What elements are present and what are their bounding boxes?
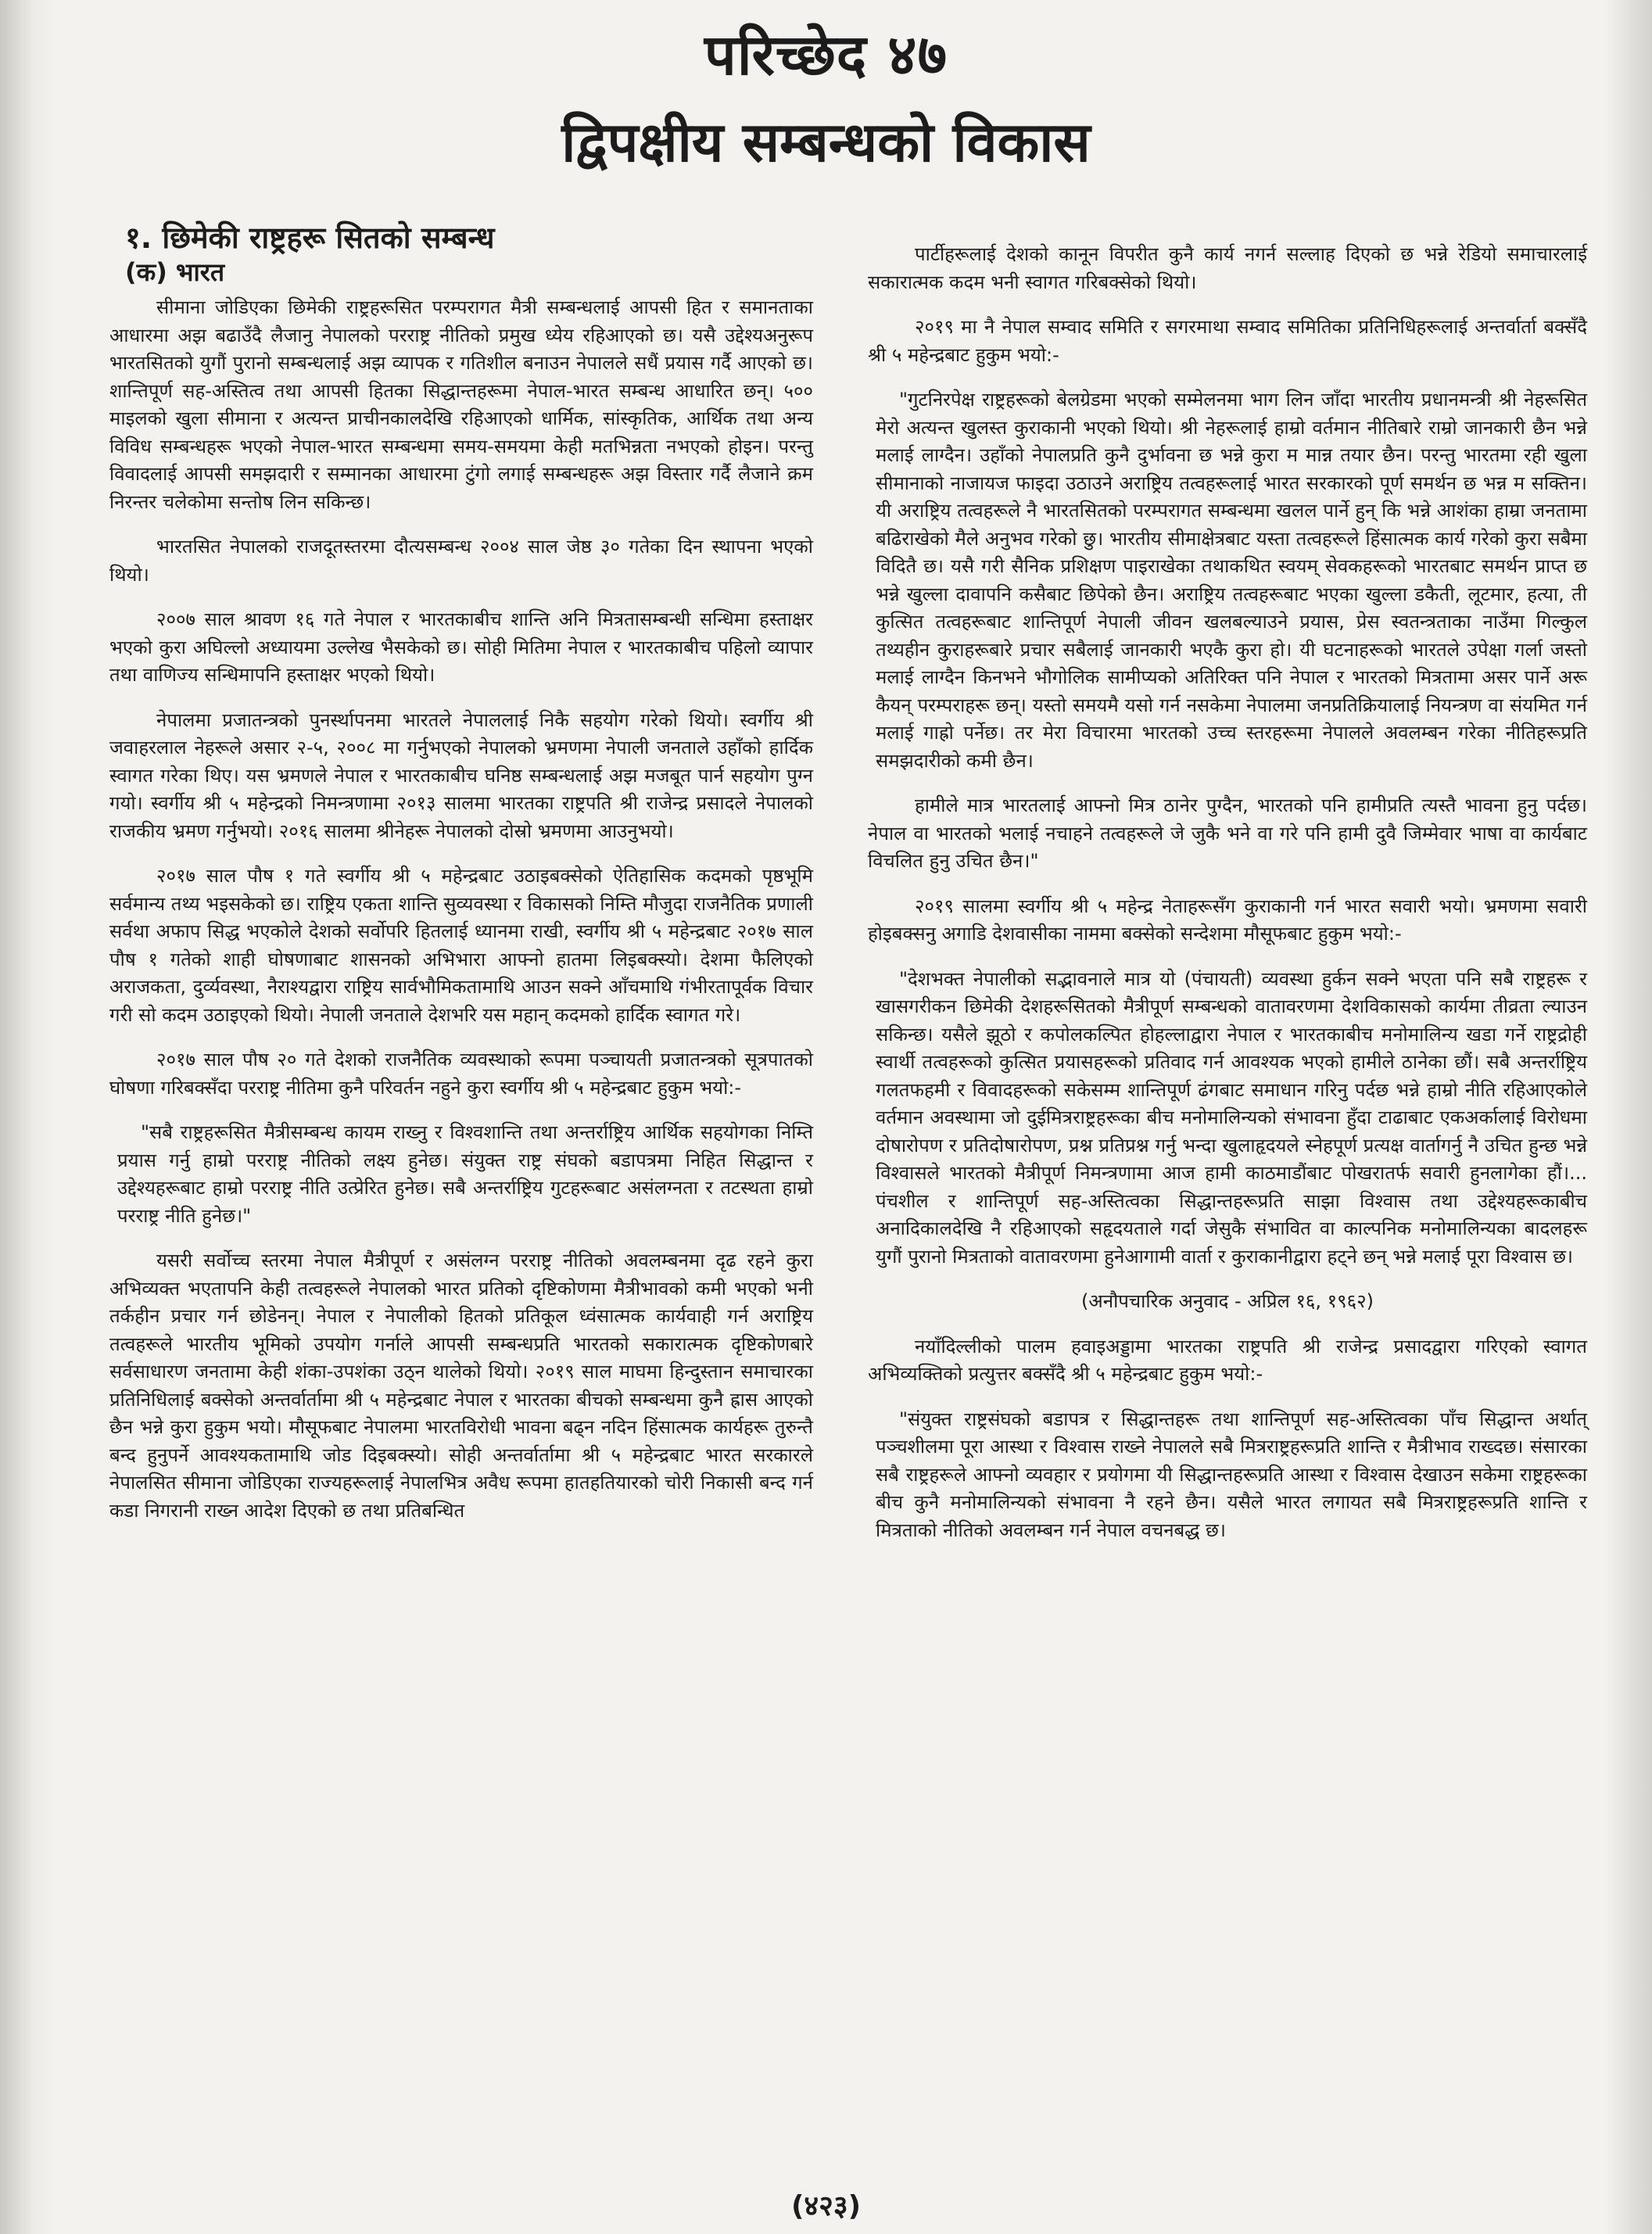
sub-heading: (क) भारत — [125, 257, 225, 287]
chapter-number: परिच्छेद ४७ — [704, 22, 948, 88]
paragraph: २०१९ मा नै नेपाल सम्वाद समिति र सगरमाथा सम्वाद समितिका प्रतिनिधिहरूलाई अन्तर्वार्ता बक्सँदै श्री ५ महेन्द्रबाट हुकुम भयो:- — [868, 316, 1587, 366]
page-edge-shadow-left — [0, 0, 55, 2234]
paragraph: २०१७ साल पौष २० गते देशको राजनैतिक व्यवस्थाको रूपमा पञ्चायती प्रजातन्त्रको सूत्रपातको घोषणा गरिबक्सँदा परराष्ट्र नीतिमा कुनै परिवर्तन नहुने कुरा स्वर्गीय श्री ५ महेन्द्रबाट हुकुम भयो:- — [109, 1049, 813, 1099]
paragraph: २०१९ सालमा स्वर्गीय श्री ५ महेन्द्र नेताहरूसँग कुराकानी गर्न भारत सवारी भयो। भ्रमणमा सवारी होइबक्सनु अगाडि देशवासीका नाममा बक्सेको सन्देशमा मौसूफबाट हुकुम भयो:- — [868, 895, 1587, 945]
paragraph: २००७ साल श्रावण १६ गते नेपाल र भारतकाबीच शान्ति अनि मित्रतासम्बन्धी सन्धिमा हस्ताक्षर भएको कुरा अघिल्लो अध्यायमा उल्लेख भैसकेको छ। सोही मितिमा नेपाल र भारतकाबीच पहिलो व्यापार तथा वाणिज्य सन्धिमापनि हस्ताक्षर भएको थियो। — [109, 608, 813, 686]
paragraph: यसरी सर्वोच्च स्तरमा नेपाल मैत्रीपूर्ण र असंलग्न परराष्ट्र नीतिको अवलम्बनमा दृढ रहने कुरा अभिव्यक्त भएतापनि केही तत्वहरूले नेपालको भारत प्रतिको दृष्टिकोणमा मैत्रीभावको कमी भएको भनी तर्कहीन प्रचार गर्न छोडेनन्। नेपाल र नेपालीको हितको प्रतिकूल ध्वंसात्मक कार्यवाही गर्न अराष्ट्रिय तत्वहरूले भारतीय भूमिको उपयोग गर्नाले आपसी सम्बन्धप्रति भारतको सकारात्मक दृष्टिकोणबारे सर्वसाधारण जनतामा केही शंका-उपशंका उठ्न थालेको थियो। २०१९ साल माघमा हिन्दुस्तान समाचारका प्रतिनिधिलाई बक्सेको अन्तर्वार्तामा श्री ५ महेन्द्रबाट नेपाल र भारतका बीचको सम्बन्धमा कुनै ह्रास आएको छैन भन्ने कुरा हुकुम भयो। मौसूफबाट नेपालमा भारतविरोधी भावना बढ्न नदिन हिंसात्मक कार्यहरू तुरुन्तै बन्द हुनुपर्ने आवश्यकतामाथि जोड दिइबक्स्यो। सोही अन्तर्वार्तामा श्री ५ महेन्द्रबाट भारत सरकारले नेपालसित सीमाना जोडिएका राज्यहरूलाई नेपालभित्र अवैध रूपमा हातहतियारको चोरी निकासी बन्द गर्न कडा निगरानी राख्न आदेश दिएको छ तथा प्रतिबन्धित — [109, 1250, 813, 1522]
quote-block: "देशभक्त नेपालीको सद्भावनाले मात्र यो (पंचायती) व्यवस्था हुर्कन सक्ने भएता पनि सबै राष्ट्रहरू र खासगरीकन छिमेकी देशहरूसितको मैत्रीपूर्ण सम्बन्धको वातावरणमा देशविकासको कार्यमा तीव्रता ल्याउन सकिन्छ। यसैले झूठो र कपोलकल्पित होहल्लाद्वारा नेपाल र भारतकाबीच मनोमालिन्य खडा गर्ने राष्ट्रद्रोही स्वार्थी तत्वहरूको कुत्सित प्रयासहरूको प्रतिवाद गर्न आवश्यक भएको हामीले ठानेका छौं। सबै अन्तर्राष्ट्रिय गलतफहमी र विवादहरूको सकेसम्म शान्तिपूर्ण ढंगबाट समाधान गरिनु पर्दछ भन्ने हाम्रो नीति रहिआएकोले वर्तमान अवस्थामा जो दुईमित्रराष्ट्रहरूका बीच मनोमालिन्यको संभावना हुँदा टाढाबाट एकअर्कालाई विरोधमा दोषारोपण र प्रतिदोषारोपण, प्रश्न प्रतिप्रश्न गर्नु भन्दा खुलाहृदयले स्नेहपूर्ण प्रत्यक्ष वार्तागर्नु नै उचित हुन्छ भन्ने विश्वासले भारतको मैत्रीपूर्ण निमन्त्रणामा आज हामी काठमाडौंबाट पोखरातर्फ सवारी हुनलागेका हौं।... पंचशील र शान्तिपूर्ण सह-अस्तित्वका सिद्धान्तहरूप्रति साझा विश्वास तथा उद्देश्यहरूकाबीच अनादिकालदेखि नै रहिआएको सहृदयताले गर्दा जेसुकै संभावित वा काल्पनिक मनोमालिन्यका बादलहरू युगौं पुरानो मित्रताको वातावरणमा हुनेआगामी वार्ता र कुराकानीद्वारा हट्ने छन् भन्ने मलाई पूरा विश्वास छ। — [876, 967, 1587, 1268]
translation-note: (अनौपचारिक अनुवाद - अप्रिल १६, १९६२) — [1081, 1290, 1374, 1312]
page-edge-shadow-right — [1605, 0, 1652, 2234]
paragraph: हामीले मात्र भारतलाई आफ्नो मित्र ठानेर पुग्दैन, भारतको पनि हामीप्रति त्यस्तै भावना हुनु पर्दछ। नेपाल वा भारतको भलाई नचाहने तत्वहरूले जे जुकै भने वा गरे पनि हामी दुवै जिम्मेवार भाषा वा कार्यबाट विचलित हुनु उचित छैन।" — [868, 794, 1587, 872]
left-column — [109, 211, 813, 1542]
page-number: (४२३) — [790, 2190, 862, 2222]
section-heading: १. छिमेकी राष्ट्रहरू सितको सम्बन्ध — [125, 221, 495, 255]
paragraph: भारतसित नेपालको राजदूतस्तरमा दौत्यसम्बन्ध २००४ साल जेष्ठ ३० गतेका दिन स्थापना भएको थियो। — [109, 536, 813, 586]
paragraph: २०१७ साल पौष १ गते स्वर्गीय श्री ५ महेन्द्रबाट उठाइबक्सेको ऐतिहासिक कदमको पृष्ठभूमि सर्वमान्य तथ्य भइसकेको छ। राष्ट्रिय एकता शान्ति सुव्यवस्था र विकासको निम्ति मौजुदा राजनैतिक प्रणाली सर्वथा अफाप सिद्ध भएकोले देशको सर्वोपरि हितलाई ध्यानमा राखी, स्वर्गीय श्री ५ महेन्द्रबाट २०१७ साल पौष १ गतेको शाही घोषणाबाट शासनको अभिभारा आफ्नो हातमा लिइबक्स्यो। देशमा फैलिएको अराजकता, दुर्व्यवस्था, नैराश्यद्वारा राष्ट्रिय सार्वभौमिकतामाथि आउन सक्ने आँचमाथि गंभीरतापूर्वक विचार गरी सो कदम उठाइएको थियो। नेपाली जनताले देशभरि यस महान् कदमको हार्दिक स्वागत गरे। — [109, 865, 813, 1026]
quote-block: "संयुक्त राष्ट्रसंघको बडापत्र र सिद्धान्तहरू तथा शान्तिपूर्ण सह-अस्तित्वका पाँच सिद्धान्त अर्थात् पञ्चशीलमा पूरा आस्था र विश्वास राख्ने नेपालले सबै मित्रराष्ट्रहरूप्रति शान्ति र मैत्रीभाव राख्दछ। संसारका सबै राष्ट्रहरूले आफ्नो व्यवहार र प्रयोगमा यी सिद्धान्तहरूप्रति आस्था र विश्वास देखाउन सकेमा राष्ट्रहरूका बीच कुनै मनोमालिन्यको संभावना नै रहने छैन। यसैले भारत लगायत सबै मित्रराष्ट्रहरूप्रति शान्ति र मित्रताको नीतिको अवलम्बन गर्न नेपाल वचनबद्ध छ। — [876, 1407, 1587, 1541]
paragraph: नेपालमा प्रजातन्त्रको पुनर्स्थापनमा भारतले नेपाललाई निकै सहयोग गरेको थियो। स्वर्गीय श्री जवाहरलाल नेहरूले असार २-५, २००८ मा गर्नुभएको नेपालको भ्रमणमा नेपाली जनताले उहाँको हार्दिक स्वागत गरेका थिए। यस भ्रमणले नेपाल र भारतकाबीच घनिष्ठ सम्बन्धलाई अझ मजबूत पार्न सहयोग पुग्न गयो। स्वर्गीय श्री ५ महेन्द्रको निमन्त्रणामा २०१३ सालमा भारतका राष्ट्रपति श्री राजेन्द्र प्रसादले नेपालको राजकीय भ्रमण गर्नुभयो। २०१६ सालमा श्रीनेहरू नेपालको दोस्रो भ्रमणमा आउनुभयो। — [109, 708, 813, 842]
quote-block: "सबै राष्ट्रहरूसित मैत्रीसम्बन्ध कायम राख्नु र विश्वशान्ति तथा अन्तर्राष्ट्रिय आर्थिक सहयोगका निम्ति प्रयास गर्नु हाम्रो परराष्ट्र नीतिको लक्ष्य हुनेछ। संयुक्त राष्ट्र संघको बडापत्रमा निहित सिद्धान्त र उद्देश्यहरूबाट हाम्रो परराष्ट्र नीति उत्प्रेरित हुनेछ। सबै अन्तर्राष्ट्रिय गुटहरूबाट असंलग्नता र तटस्थता हाम्रो परराष्ट्र नीति हुनेछ।" — [117, 1121, 813, 1227]
paragraph: सीमाना जोडिएका छिमेकी राष्ट्रहरूसित परम्परागत मैत्री सम्बन्धलाई आपसी हित र समानताका आधारमा अझ बढाउँदै लैजानु नेपालको परराष्ट्र नीतिको प्रमुख ध्येय रहिआएको छ। यसै उद्देश्यअनुरूप भारतसितको युगौं पुरानो सम्बन्धलाई अझ व्यापक र गतिशील बनाउन नेपालले सधैं प्रयास गर्दै आएको छ। शान्तिपूर्ण सह-अस्तित्व तथा आपसी हितका सिद्धान्तहरूमा नेपाल-भारत सम्बन्ध आधारित छन्। ५०० माइलको खुला सीमाना र अत्यन्त प्राचीनकालदेखि रहिआएको धार्मिक, सांस्कृतिक, आर्थिक तथा अन्य विविध सम्बन्धहरू भएको नेपाल-भारत सम्बन्धमा समय-समयमा केही मतभिन्नता नभएको होइन। परन्तु विवादलाई आपसी समझदारी र सम्मानका आधारमा टुंगो लगाई सम्बन्धहरू अझ विस्तार गर्दै लैजाने क्रम निरन्तर चलेकोमा सन्तोष लिन सकिन्छ। — [109, 296, 813, 513]
right-column — [868, 241, 1587, 1562]
paragraph: पार्टीहरूलाई देशको कानून विपरीत कुनै कार्य नगर्न सल्लाह दिएको छ भन्ने रेडियो समाचारलाई सकारात्मक कदम भनी स्वागत गरिबक्सेको थियो। — [868, 243, 1587, 293]
quote-block: "गुटनिरपेक्ष राष्ट्रहरूको बेलग्रेडमा भएको सम्मेलनमा भाग लिन जाँदा भारतीय प्रधानमन्त्री श्री नेहरूसित मेरो अत्यन्त खुलस्त कुराकानी भएको थियो। श्री नेहरूलाई हाम्रो वर्तमान नीतिबारे राम्रो जानकारी छैन भन्ने मलाई लाग्दैन। उहाँको नेपालप्रति कुनै दुर्भावना छ भन्ने कुरा म मान्न तयार छैन। परन्तु भारतमा रही खुला सीमानाको नाजायज फाइदा उठाउने अराष्ट्रिय तत्वहरूलाई भारत सरकारको पूर्ण समर्थन छ भन्न म सक्तिन। यी अराष्ट्रिय तत्वहरूले नै भारतसितको परम्परागत सम्बन्धमा खलल पार्ने हुन् कि भन्ने आशंका हाम्रा जनतामा बढिराखेको मैले अनुभव गरेको छु। भारतीय सीमाक्षेत्रबाट यस्ता तत्वहरूले हिंसात्मक कार्य गरेको कुरा सबैमा विदितै छ। यसै गरी सैनिक प्रशिक्षण पाइराखेका तथाकथित स्वयम् सेवकहरूको भारतबाट समर्थन प्राप्त छ भन्ने खुल्ला दावापनि कसैबाट छिपेको छैन। अराष्ट्रिय तत्वहरूबाट भएका खुल्ला डकैती, लूटमार, हत्या, ती कुत्सित तत्वहरूबाट शान्तिपूर्ण नेपाली जीवन खलबल्याउने प्रयास, प्रेस स्वतन्त्रताका नाउँमा गिल्कुल तथ्यहीन कुराहरूबारे प्रचार सबैलाई जानकारी भएकै कुरा हो। यी घटनाहरूको भारतले उपेक्षा गर्ला जस्तो मलाई लाग्दैन किनभने भौगोलिक सामीप्यको अतिरिक्त पनि नेपाल र भारतको मित्रतामा असर पार्ने अरू कैयन् परम्पराहरू छन्। यस्तो समयमै यसो गर्न नसकेमा नेपालमा जनप्रतिक्रियालाई नियन्त्रण वा संयमित गर्न मलाई गाह्रो पर्नेछ। तर मेरा विचारमा भारतको उच्च स्तरहरूमा नेपालले अवलम्बन गरेका नीतिहरूप्रति समझदारीको कमी छैन। — [876, 389, 1587, 772]
chapter-title: द्विपक्षीय सम्बन्धको विकास — [561, 110, 1091, 174]
paragraph: नयाँदिल्लीको पालम हवाइअड्डामा भारतका राष्ट्रपति श्री राजेन्द्र प्रसादद्वारा गरिएको स्वागत अभिव्यक्तिको प्रत्युत्तर बक्सँदै श्री ५ महेन्द्रबाट हुकुम भयो:- — [868, 1335, 1587, 1385]
page-header — [0, 16, 1652, 184]
